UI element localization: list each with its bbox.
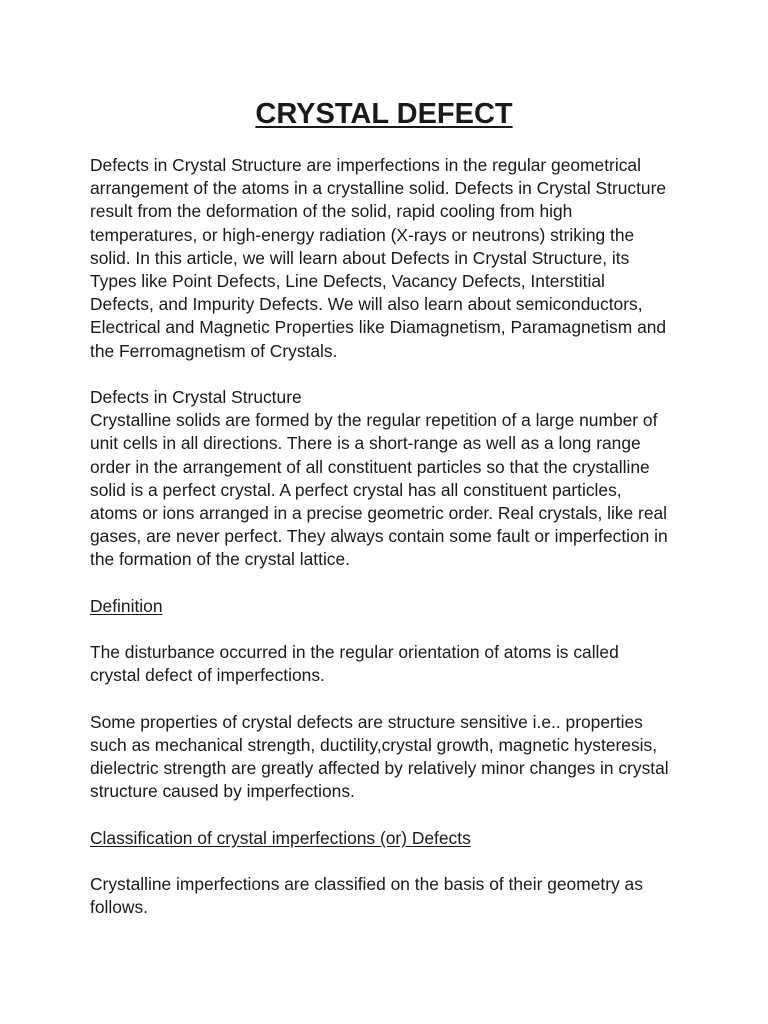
classification-line: follows. xyxy=(90,897,148,918)
definition-paragraph xyxy=(90,641,690,687)
paragraph-spacer xyxy=(90,850,690,873)
paragraph-spacer xyxy=(90,363,690,386)
properties-line: such as mechanical strength, ductility,crystal growth, magnetic hysteresis, xyxy=(90,735,658,756)
paragraph-spacer xyxy=(90,572,690,595)
classification-heading xyxy=(90,827,690,850)
intro-line: Defects, and Impurity Defects. We will also learn about semiconductors, xyxy=(90,294,643,315)
section-line: order in the arrangement of all constituent particles so that the crystalline xyxy=(90,456,650,477)
paragraph-spacer xyxy=(90,618,690,641)
document-title-text: CRYSTAL DEFECT xyxy=(255,98,513,130)
section-line: solid is a perfect crystal. A perfect crystal has all constituent particles, xyxy=(90,479,622,500)
properties-line: dielectric strength are greatly affected by relatively minor changes in crystal xyxy=(90,758,669,779)
definition-heading xyxy=(90,595,690,618)
definition-line: The disturbance occurred in the regular orientation of atoms is called xyxy=(90,642,619,663)
section-line: atoms or ions arranged in a precise geometric order. Real crystals, like real xyxy=(90,503,668,524)
classification-heading-text: Classification of crystal imperfections (or) Defects xyxy=(90,827,471,848)
definition-heading-text: Definition xyxy=(90,595,163,616)
properties-paragraph xyxy=(90,711,690,804)
classification-line: Crystalline imperfections are classified on the basis of their geometry as xyxy=(90,874,643,895)
document-body xyxy=(90,154,690,920)
definition-line: crystal defect of imperfections. xyxy=(90,665,325,686)
intro-line: Defects in Crystal Structure are imperfections in the regular geometrical xyxy=(90,155,641,175)
intro-line: solid. In this article, we will learn about Defects in Crystal Structure, its xyxy=(90,247,630,268)
paragraph-spacer xyxy=(90,688,690,711)
section-line: the formation of the crystal lattice. xyxy=(90,549,351,570)
section-line: gases, are never perfect. They always contain some fault or imperfection in xyxy=(90,526,668,547)
section-line: Crystalline solids are formed by the regular repetition of a large number of xyxy=(90,410,658,431)
intro-line: arrangement of the atoms in a crystalline solid. Defects in Crystal Structure xyxy=(90,178,667,199)
intro-line: result from the deformation of the solid, rapid cooling from high xyxy=(90,201,573,222)
intro-paragraph xyxy=(90,154,690,363)
document-title xyxy=(0,95,768,133)
properties-line: Some properties of crystal defects are structure sensitive i.e.. properties xyxy=(90,711,643,732)
intro-line: Types like Point Defects, Line Defects, Vacancy Defects, Interstitial xyxy=(90,271,605,292)
paragraph-spacer xyxy=(90,804,690,827)
section-heading: Defects in Crystal Structure xyxy=(90,387,302,408)
intro-line: temperatures, or high-energy radiation (X-rays or neutrons) striking the xyxy=(90,224,635,245)
section-paragraph xyxy=(90,386,690,572)
properties-line: structure caused by imperfections. xyxy=(90,781,355,802)
classification-paragraph xyxy=(90,873,690,919)
intro-line: the Ferromagnetism of Crystals. xyxy=(90,340,338,361)
intro-line: Electrical and Magnetic Properties like Diamagnetism, Paramagnetism and xyxy=(90,317,667,338)
section-line: unit cells in all directions. There is a short-range as well as a long range xyxy=(90,433,641,454)
